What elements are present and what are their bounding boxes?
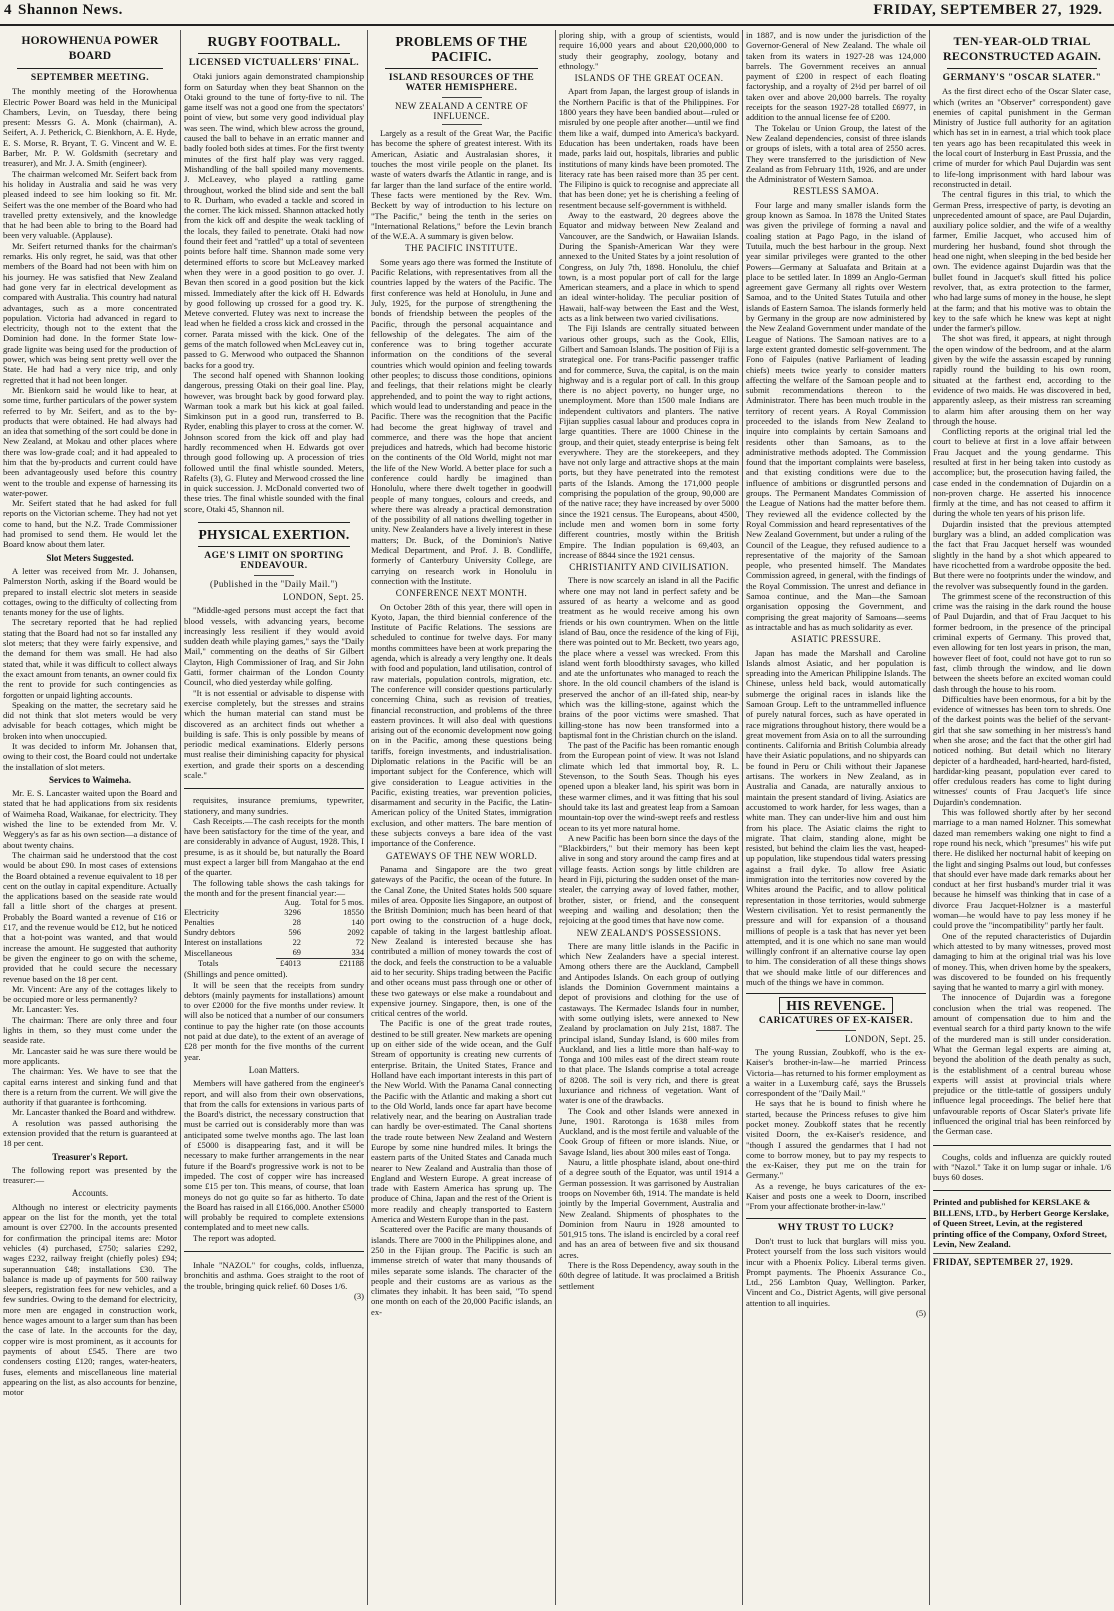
article-paragraph: Conflicting reports at the original trial led the court to believe at first in a love affair between Frau Jacquet and the young gendarme. This resulted at first in her being taken into custody as accomplice; but, the prosecution having failed, the case ended in the condemnation of Dujardin on a non-proven charge. He asserted his innocence firmly at the time, and has not ceased to affirm it during the whole ten years of his prison life. — [933, 426, 1111, 519]
article-paragraph: The innocence of Dujardin was a foregone conclusion when the trial was reopened. The amount of compensation due to him and the eventual search for a third party known to the wife of the murdered man is still under consideration. What the German legal experts are aiming at, beyond the abolition of the death penalty as such, is the establishment of a central bureau whose experts will assist at provincial trials where prejudice or the tittle-tattle of gossipers unduly influence legal proceedings. The belief here that unfavourable reports of Oscar Slater's private life influenced the original trial has been reinforced by the German case. — [933, 992, 1111, 1137]
table-cell: 72 — [355, 938, 364, 948]
article-paragraph: The past of the Pacific has been romantic enough from the European point of view. It was not Island climate which led that immortal boy, R. L. Stevenson, to the South Seas. Though his eyes opened upon a bleaker land, his spirit was born in these warmer climes, and it was fitting that his soul should take its last and greatest leap from a Samoan mountain-top over the wind-swept reefs and restless ocean to its yet more natural home. — [559, 740, 739, 833]
divider — [385, 68, 538, 69]
article-paragraph: The chairman: Yes. We have to see that the capital earns interest and sinking fund and that there is a return from the current. We will give the authority if that guarantee is forthcoming. — [3, 1066, 177, 1108]
table-note: (Shillings and pence omitted). — [184, 969, 288, 980]
issue-date: FRIDAY, SEPTEMBER 27, — [873, 2, 1062, 18]
article-paragraph: He says that he is bound to finish where he started, because the Princess refuses to give him pocket money. Zoubkoff states that he recently visited Doorn, the ex-Kaiser's residence, and "though I assured the gendarmes that I had not come to borrow money, but to pay my respects to the ex-Kaiser, they put me on the train for Germany." — [746, 1098, 926, 1181]
advert-number: (5) — [915, 1308, 926, 1319]
column-rugby — [181, 30, 367, 1605]
headline-rugby: RUGBY FOOTBALL. — [207, 34, 341, 49]
divider — [198, 53, 350, 54]
advert-number: (3) — [353, 1290, 364, 1301]
table-cell: 334 — [351, 948, 364, 958]
table-row — [184, 918, 364, 928]
masthead — [0, 0, 1114, 26]
article-paragraph: A new Pacific has been born since the days of the "Blackbirders," but their memory has been kept alive in song and story around the camp fires and at village feasts. Action songs by little children are heard in Fiji, picturing the sudden onset of the man-stealer, the carrying away of loved father, mother, brother, sister, or friend, and the consequent weeping and wailing and desolation; then the rejoicing at the good times that have now come. — [559, 832, 739, 926]
article-paragraph: Mr. Bienkorn said he would like to hear, at some time, further particulars of the power system referred to by Mr. Seifert, and as to the by-products that were obtained. He had always had an idea that something of the sort could be done in New Zealand, at Mokau and other places where there was low-grade coal; and it had appealed to him that the by-products and current could have been advantageously used before this country went to the trouble and expense of harnessing its water-power. — [3, 384, 177, 498]
subhead: AGE'S LIMIT ON SPORTING ENDEAVOUR. — [204, 551, 344, 572]
divider — [184, 1251, 364, 1252]
cash-table — [184, 898, 364, 969]
advertisement: Coughs, colds and influenza are quickly routed with "Nazol." Take it on lump sugar or inhale. 1/6 buys 60 doses. — [933, 1151, 1111, 1183]
article-paragraph: The Pacific is one of the great trade routes, destined to be still greater. New markets are opening up on either side of the wide ocean, and the Gulf Stream of opportunity is creating new currents of enterprise. Britain, the United States, France and Holland have each important interests in this part of the New World. With the Panama Canal connecting the Pacific with the Atlantic and making a short cut to the Old World, lands once far apart have become relatively near, and the bearing on Australian trade can hardly be over-estimated. The Canal shortens the trade route between New Zealand and Western Europe by some nine hundred miles. It brings the eastern parts of the United States and Canada much nearer to New Zealand and Australia than those of England and Western Europe. A great increase of trade with Eastern America has sprung up. The produce of China, Japan and the rest of the Orient is more readily and cheaply transported to Eastern America and Western Europe than in the past. — [371, 1018, 552, 1225]
article-paragraph: The following table shows the cash takings for the month and for the present financial year:— — [184, 877, 364, 898]
article-paragraph: A resolution was passed authorising the extension provided that the return is guaranteed at 18 per cent. — [3, 1117, 177, 1149]
article-paragraph: ploring ship, with a group of scientists, would require 16,000 years and about £20,000,000 to study their geography, zoology, botany and ethnology." — [559, 30, 739, 71]
divider — [933, 1145, 1111, 1146]
article-paragraph: in 1887, and is now under the jurisdiction of the Governor-General of New Zealand. The whale oil taken from its waters in 1927-28 was 124,000 barrels. The Government receives an annual payment of £200 in respect of each floating factoryship, and a royalty of 2½d per barrel of oil taken over and above 20,000 barrels. The royalty receipts for the season 1927-28 totalled £6977, in addition to the annual license fee of £200. — [746, 30, 926, 123]
table-cell: 140 — [351, 918, 364, 928]
article-paragraph: The secretary reported that he had replied stating that the Board had not so far installed any slot meters; that they were fairly expensive, and the demand for them was small. He had also stated that, while it was difficult to collect always the exact amount from tenants, an owner could fix the rent to provide for such contingencies as forgotten or unpaid lighting accounts. — [3, 617, 177, 700]
headline-trial: TEN-YEAR-OLD TRIAL RECONSTRUCTED AGAIN. — [942, 34, 1102, 63]
section-heading: Slot Meters Suggested. — [46, 552, 134, 563]
divider — [947, 68, 1097, 69]
article-paragraph: This was followed shortly after by her second marriage to a man named Holzner. This somewhat dazed man remembers waking one night to find a rope round his neck, which "presumes" his wife put there. He disliked her nocturnal habit of keeping on the light and singing Psalms out loud, but confesses that should ever have made dark remarks about her conduct at her first husband's murder trial it was because he himself was thinking that in case of a divorce Frau Jacquet-Holzner is a masterful woman—he would have to pay less money if he could prove the "incompatibility" partly her fault. — [933, 807, 1111, 931]
section-heading: NEW ZEALAND'S POSSESSIONS. — [576, 927, 722, 938]
article-paragraph: The shot was fired, it appears, at night through the open window of the bedroom, and at the alarm given by the wife the assassin escaped by running rapidly round the building to his own room, situated at the farthest end, according to the evidence of two maids. He was discovered in bed, apparently asleep, as their mistress ran screaming to alarm him after arousing them on her way through the house. — [933, 333, 1111, 426]
article-paragraph: "Middle-aged persons must accept the fact that blood vessels, with advancing years, become increasingly less resilient if they would avoid sudden death while playing games," says the "Daily Mail," commenting on the deaths of Sir Gilbert Clayton, High Commissioner of Iraq, and Sir John Gatti, former chairman of the London County Council, who died yesterday while golfing. — [184, 605, 364, 688]
article-paragraph: It will be seen that the receipts from sundry debtors (mainly payments for installations) amount to over £2000 for the five months under review. It will also be noticed that a number of our consumers continue to pay the higher rate (on those accounts not paid at due date), to the extent of an average of £28 per month for the five months of the current year. — [184, 979, 364, 1062]
article-paragraph: Largely as a result of the Great War, the Pacific has become the sphere of greatest interest. With its American, Asiatic and Australasian shores, it touches the most virile people on the planet. Its waste of waters dwarfs the Atlantic in range, and is far larger than the land surface of the entire world. These facts were mentioned by the Rev. Wm. Beckett by way of introduction to his lecture on "The Pacific," being the tenth in the series on "International Relations," before the Levin branch of the W.E.A. A summary is given below. — [371, 128, 552, 242]
advertisement: Don't trust to luck that burglars will miss you. Protect yourself from the loss such visitors would incur with a Phoenix Policy. Liberal terms given. Prompt payments. The Phoenix Assurance Co., Ltd., 256 Lambton Quay, Wellington. Parker, Vincent and Co., District Agents, will give personal attention to all inquiries. — [746, 1235, 926, 1308]
issue-year: 1929. — [1068, 2, 1102, 18]
table-cell: Sundry debtors — [184, 928, 235, 938]
section-heading: THE PACIFIC INSTITUTE. — [405, 243, 518, 254]
divider — [442, 124, 482, 125]
page-number: 4 — [4, 2, 12, 18]
table-header-row — [184, 898, 364, 908]
table-cell: 18550 — [343, 908, 364, 918]
article-paragraph: Scattered over the Pacific are many thousands of islands. There are 7000 in the Philippines alone, and 250 in the Fijian group. The Pacific is such an immense stretch of water that many thousands of miles separate some islands. The character of the people and their customs are as various as the climates they inhabit. It has been said, "To spend one month on each of the 20,000 Pacific islands, an ex- — [371, 1224, 552, 1317]
table-cell: Miscellaneous — [184, 948, 233, 958]
section-heading: Treasurer's Report. — [52, 1151, 128, 1162]
article-paragraph: The monthly meeting of the Horowhenua Electric Power Board was held in the Municipal Chambers, Levin, on Tuesday, there being present: Messrs G. A. Monk (chairman), A. Seifert, A. J. Petherick, C. Bienkhorn, A. E. Hyde, E. S. Morse, R. Bryant, T. G. Vincent and W. E. Barber, Mr. P. W. Goldsmith (secretary and treasurer), and Mr. J. A. Smith (engineer). — [3, 86, 177, 169]
article-paragraph: There are many little islands in the Pacific in which New Zealanders have a special interest. Among others there are the Auckland, Campbell and Antipodes Islands. On each group of outlying islands the Dominion Government maintains a depot of provisions and clothing for the use of castaways. The Kermadec Islands four in number, with some outlying islets, were annexed to New Zealand by proclamation on July 21st, 1887. The principal island, Sunday Island, is 600 miles from Auckland, and lies a little more than half-way to Tonga and 100 miles east of the direct steam route to that place. The Islands comprise a total acreage of 8208. The soil is very rich, and there is great luxuriance and richness of vegetation. Want of water is one of the drawbacks. — [559, 940, 739, 1106]
subhead: SEPTEMBER MEETING. — [30, 73, 150, 83]
article-paragraph: The second half opened with Shannon looking dangerous, pressing Otaki on their goal line. Play, however, was brought back by good forward play. Warman took a mark but his kick at goal failed. Simkinson put in a good run, transferred to B. Ryder, enabling this player to cross at the corner. W. Johnson scored from the kick off and play had hardly recommenced when H. Edwards got over through good following up. A procession of tries followed until the final whistle sounded. Meters, Rafelts (3), G. Flutey and Merwood crossed the line in quick succession. J. McDonald converted two of these tries. The final whistle sounded with the final score, Otaki 45, Shannon nil. — [184, 369, 364, 514]
table-cell: 22 — [292, 938, 301, 948]
article-paragraph: Nauru, a little phosphate island, about one-third of a degree south of the Equator, was until 1914 a German possession. It was garrisoned by Australian troops on November 6th, 1914. The mandate is held jointly by the Imperial Government, Australia and New Zealand. Shipments of phosphates to the Dominion from Nauru in 1928 amounted to 501,915 tons. The island is encircled by a coral reef and has an area of between five and six thousand acres. — [559, 1157, 739, 1260]
imprint-date: FRIDAY, SEPTEMBER 27, 1929. — [933, 1256, 1074, 1267]
article-paragraph: The report was adopted. — [193, 1232, 277, 1243]
article-paragraph: A letter was received from Mr. J. Johansen, Palmerston North, asking if the Board would be prepared to install electric slot meters in seaside cottages, owing to the difficulty of collecting from tenants money for the use of lights. — [3, 565, 177, 618]
article-paragraph: Mr. Seifert stated that he had asked for full reports on the Victorian scheme. They had not yet come to hand, but the N.Z. Trade Commissioner had promised to send them. He would let the Board know about them later. — [3, 498, 177, 550]
table-header: Aug. — [284, 898, 301, 908]
article-paragraph: The grimmest scene of the reconstruction of this crime was the raising in the dark round the house of Paul Dujardin, and that of Frau Jacquet to his former bedroom, in the presence of the principal criminal experts of Germany. This proved that, even allowing for ten lost years in prison, the man, however fleet of foot, could not have got to run so fast, climb through the window, and lie down between the sheets before an excited woman could dash through the house to his room. — [933, 590, 1111, 694]
subhead: CARICATURES OF EX-KAISER. — [758, 1016, 914, 1027]
article-paragraph: Dujardin insisted that the previous attempted burglary was a blind, an added complication was the fact that Frau Jacquet herself was wounded slightly in the hand by a shot which appeared to have ricochetted from a wardrobe opposite the bed. But there were no footprints under the window, and the revolver was subsequently found in the garden. — [933, 518, 1111, 591]
article-paragraph: The Cook and other Islands were annexed in June, 1901. Rarotonga is 1638 miles from Auckland, and is the most fertile and valuable of the Cook Group of fifteen or more islands. Niue, or Savage Island, lies about 300 miles east of Tonga. — [559, 1105, 739, 1157]
article-paragraph: Cash Receipts.—The cash receipts for the month have been satisfactory for the time of the year, and are considerably in advance of August, 1928. This, I presume, is as it should be, but naturally the Board must expect a larger bill from Mangahao at the end of the quarter. — [184, 815, 364, 878]
table-cell: 69 — [292, 948, 301, 958]
table-cell: 596 — [288, 928, 301, 938]
article-paragraph: One of the reputed characteristics of Dujardin which attested to by many witnesses, proved most damaging to him at the original trial was his love of money. This, when driven home by the speakers, was discovered to be founded on his frequently saying that he wanted to marry a girl with money. — [933, 930, 1111, 993]
article-paragraph: The Tokelau or Union Group, the latest of the New Zealand dependencies, consist of three islands or groups of islets, with a total area of 2550 acres. They were transferred to the jurisdiction of New Zealand as from February 11th, 1926, and are under the Administrator of Western Samoa. — [746, 122, 926, 185]
section-heading: CONFERENCE NEXT MONTH. — [395, 588, 528, 599]
article-paragraph: As the first direct echo of the Oscar Slater case, which (writes an "Observer" correspondent) gave enemies of capital punishment in the German Ministry of Justice full authority for an agitation which has set in in earnest, a trial which took place ten years ago has been recapitulated this week in the local court of Insterburg in East Prussia, and the crime of murder for which Paul Dujardin was sent to life-long imprisonment with hard labour was reconstructed in detail. — [933, 86, 1111, 189]
article-paragraph: The chairman welcomed Mr. Seifert back from his holiday in Australia and said he was very pleased indeed to see him looking so fit. Mr. Seifert was the one member of the Board who had travelled pretty extensively, and the knowledge that he had been able to bring to the Board had been very valuable. (Applause). — [3, 168, 177, 241]
article-paragraph: Mr. Lancaster thanked the Board and withdrew. — [12, 1107, 176, 1118]
article-paragraph: There is the Ross Dependency, away south in the 60th degree of latitude. It was proclaimed a British settlement — [559, 1260, 739, 1291]
section-heading: RESTLESS SAMOA. — [792, 186, 879, 197]
divider — [198, 546, 350, 547]
headline-pacific: PROBLEMS OF THE PACIFIC. — [395, 34, 528, 64]
subhead: GERMANY'S "OSCAR SLATER." — [942, 73, 1102, 83]
article-paragraph: Apart from Japan, the largest group of islands in the Northern Pacific is that of the Philippines. For 1800 years they have been bandied about—ruled or misruled by one people after another—until we find them like a waif, dumped into America's backyard. Education has been undertaken, roads have been made, parks laid out, hospitals, libraries and public institutions of many kinds have been promoted. The literacy rate has been raised more than 35 per cent. The Filipino is quick to recognise and appreciate all that has been done; yet he is cherishing a feeling of resentment because self-government is withheld. — [559, 86, 739, 210]
article-paragraph: The chairman: There are only three and four lights in them, so they must come under the seaside rate. — [3, 1014, 177, 1046]
table-cell: Interest on installations — [184, 938, 263, 948]
divider — [442, 97, 482, 98]
divider — [254, 575, 294, 576]
table-cell: 2092 — [347, 928, 364, 938]
printer-imprint: Printed and published for KERSLAKE & BILLENS, LTD., by Herbert George Kerslake, of Queen Street, Levin, at the registered printing office of the Company, Oxford Street, Levin, New Zealand. — [933, 1197, 1109, 1250]
paper-name: Shannon News. — [18, 2, 123, 18]
article-paragraph: Japan has made the Marshall and Caroline Islands almost Asiatic, and her population is spreading into the American Philippine Islands. The Chinese, unless held back, would automatically submerge the original races in islands like the Samoan Group. Left to the untrammelled influence of purely natural forces, such as have operated in race migrations throughout history, there would be a great movement from Asia on to all the surrounding continents. California and British Columbia already have their Asiatic populations, and no shipyards can be found in Peru or Chili without their Japanese artisans. The workers in New Zealand, as in Australia and Canada, are naturally anxious to maintain the present standard of living. Asiatics are accustomed to work harder, for less wages, than a white man. They can under-live him and oust him from his place. The Asiatic claims the right to migrate. That claim, standing alone, might be resisted, but behind the claim lies the vast, heaped-up population, like stupendous tidal waters pressing against a frail dyke. To allow free Asiatic immigration into the territories now covered by the Whites around the Pacific, and to allow political representation in those territories, would submerge Western civilisation. Yet to resist permanently the pressure and will for expansion of a thousand millions of people is a task that has never yet been attempted, and it is one which no sane man would willingly confront if an alternative course lay open to him. The consideration of all these things shows that we should make little of our differences and much of the things we have in common. — [746, 647, 926, 988]
article-paragraph: Away to the eastward, 20 degrees above the Equator and midway between New Zealand and Vancouver, are the Sandwich, or Hawaiian Islands. During the Spanish-American War they were annexed to the United States by a joint resolution of Congress, on July 7th, 1898. Honolulu, the chief town, is a most popular port of call for the large American steamers, and a place in which to spend an ideal winter-holiday. The peculiar position of Hawaii, half-way between the East and the West, acts as a link between two varied civilisations. — [559, 210, 739, 324]
article-paragraph: It was decided to inform Mr. Johansen that, owing to their cost, the Board could not undertake the installation of slot meters. — [3, 741, 177, 772]
column-power-board — [0, 30, 180, 1605]
article-paragraph: Otaki juniors again demonstrated championship form on Saturday when they beat Shannon on the Otaki ground to the tune of forty-five to nil. The game itself was not a good one from the spectators' point of view, but some very good individual play was seen. The wind, which blew across the ground, caused the ball to behave in an erratic manner and badly fooled both sides at times. For the first twenty minutes of the first half play was very ragged. Mishandling of the ball spoiled many movements. J. McLeavey, who played a rattling game throughout, worked the blind side and sent the ball to R. Durham, who evaded a tackle and scored in the corner. The kick missed. Shannon attacked hotly from the kick off and despite the weak tackling of the locals, they failed to penetrate. Otaki had now found their feet and "rattled" up a total of seventeen points before half time. Shannon made some very determined efforts to score but McLeavey marked when they were in a good position to go over. J. Bevan then scored in a good position but the kick missed. Immediately after the kick off H. Edwards by good following up crossed for a good try. K. Meteve converted. Flutey was next to increase the lead when he fielded a cross kick and crossed in the corner. Parata missed with the kick. One of the gems of the match followed when McLeavey cut in, passed to G. Merwood who outpaced the Shannon backs for a good try. — [184, 71, 364, 370]
section-heading: Loan Matters. — [248, 1064, 300, 1075]
article-paragraph: Mr. E. S. Lancaster waited upon the Board and stated that he had applications from six residents of Waimeha Road, Waikanae, for electricity. They wished the line to be extended from Mr. V. Weggery's as far as his own section—a distance of about twenty chains. — [3, 788, 177, 850]
section-heading: ASIATIC PRESSURE. — [790, 634, 882, 645]
table-row — [184, 948, 364, 959]
headline-power-board: HOROWHENUA POWER BOARD — [21, 35, 159, 62]
divider — [933, 1190, 1111, 1191]
article-paragraph: requisites, insurance premiums, typewriter, stationery, and many sundries. — [184, 795, 364, 816]
article-paragraph: Four large and many smaller islands form the group known as Samoa. In 1878 the United States was given the privilege of forming a naval and coaling station at Pago Pago, in the island of Tutuila, much the best harbour in the group. Next year similar privileges were granted to the other Powers—Germany at Saluafata and Britain at a place to be settled later. In 1899 an Anglo-German agreement gave Germany all rights over Western Samoa, and to the United States Tutuila and other islands of Eastern Samoa. The islands formerly held by Germany in the group are now administered by the New Zealand Government under mandate of the League of Nations. The Samoan natives are to a large extent granted domestic self-government. The Fono of Faipules (native Parliament of leading chiefs) meets twice yearly to consider matters affecting the welfare of the Samoan people and to submit recommendations thereon to the Administrator. There has been much trouble in the territory of recent years. A Royal Commission proceeded to the islands from New Zealand to inquire into complaints by certain Samoans and residents other than Samoans, as to the administrative methods adopted. The Commission found that the important complaints were baseless, and that existing conditions were due to the influence of ambitions or disgruntled persons and groups. The Permanent Mandates Commission of the League of Nations had the matter before them. They reviewed all the evidence collected by the Royal Commission and heard representatives of the New Zealand Government, but under a ruling of the Council of the League, they refused audience to a representative of the majority of the Samoan people, who presented himself. The Mandates Commission agreed, in general, with the findings of the Royal Commission. The unrest and defiance in Samoa continue, and the Man—the Samoan organisation opposing the Government, and comprising the great majority of Samoans—seems as intractable and has as much solidarity as ever. — [746, 199, 926, 632]
section-heading: Services to Waimeha. — [48, 774, 132, 785]
table-cell: £21188 — [301, 959, 364, 970]
article-paragraph: Speaking on the matter, the secretary said he did not think that slot meters would be very advisable for beach cottages, which might be broken into when unoccupied. — [3, 699, 177, 741]
table-cell: 28 — [292, 918, 301, 928]
table-row — [184, 908, 364, 918]
column-pacific-end — [743, 30, 929, 1605]
advert-heading: WHY TRUST TO LUCK? — [777, 1222, 895, 1233]
article-paragraph: Difficulties have been enormous, for a bit by the evidence of witnesses has been torn to shreds. One of the darkest points was the belief of the servant-girl that she saw something in her mistress's hand when she arose; and the fact that the other girl had noticed nothing. But detail which no literary depicter of a hardheaded, hard-hearted, hard-fisted, hardidar-king peasant, population ever cared to offer credulous readers has come to light during witnesses' counts of Frau Jacquet's life since Dujardin's condemnation. — [933, 693, 1111, 807]
section-heading: ISLANDS OF THE GREAT OCEAN. — [574, 73, 724, 84]
section-heading: CHRISTIANITY AND CIVILISATION. — [569, 562, 729, 573]
article-paragraph: There is now scarcely an island in all the Pacific where one may not land in perfect safety and be assured of as hearty a welcome and as good treatment as he would receive among his own friends or his own countrymen. When on the little island of Bau, once the residence of the king of Fiji, there was pointed out to Mr. Beckett, two years ago, the place where a vessel was wrecked. From this island went forth bloodthirsty savages, who killed and ate the unfortunates who managed to reach the shore. In the old council chambers of the island is preserved the anchor of an ill-fated ship, near-by which was the killing-stone, against which the brains of the poor victims were smashed. That killing-stone has now been transformed into a baptismal font in the Christian church on the island. — [559, 575, 739, 740]
article-paragraph: The chairman said he understood that the cost would be about £90. In most cases of extensions the Board obtained a revenue equivalent to 18 per cent on the outlay in capital expenditure. Actually the applications based on the seaside rate would fall a little short of the charges at present. Probably the Board wanted a revenue of £16 or £17, and the revenue would be £12, but he noticed that a hot-point was wanted, and that would increase the amount. He suggested that authority be given the engineer to go on with the scheme, provided that he could secure the necessary revenue based on the 18 per cent. — [3, 849, 177, 984]
article-paragraph: Members will have gathered from the engineer's report, and will also from their own observations, that from the calls for extensions in various parts of the Board's district, the necessary construction that must be carried out is considerably more than was anticipated some twelve months ago. The last loan of £5000 is disappearing fast, and it will be necessary to make further arrangements in the near future if the Board's progressive work is not to be impeded. The cost of copper wire has increased some £15 per ton. This means, of course, that loan moneys do not go quite so far as hitherto. To date the Board has raised in all £166,000. Another £5000 will probably be required to complete extensions contemplated and to meet new calls. — [184, 1078, 364, 1233]
table-cell — [184, 898, 276, 908]
column-trial — [930, 30, 1114, 1605]
table-cell: Totals — [198, 959, 219, 969]
section-heading: Accounts. — [71, 1188, 109, 1199]
table-row — [184, 928, 364, 938]
divider — [933, 1253, 1111, 1254]
article-paragraph: The following report was presented by the treasurer:— — [3, 1164, 177, 1186]
article-paragraph: As a revenge, he buys caricatures of the ex-Kaiser and posts one a week to Doorn, inscribed "From your affectionate brother-in-law." — [746, 1180, 926, 1212]
divider — [746, 1218, 926, 1219]
column-pacific-continued — [556, 30, 742, 1605]
article-paragraph: Panama and Singapore are the two great gateways of the Pacific, the ocean of the future. In the Canal Zone, the United States holds 500 square miles of area. Opposite lies Singapore, an outpost of the British Dominion; much has been heard of that port owing to the construction of a huge dock, capable of taking in the largest battleship afloat. New Zealand is interested because she has contributed a million of money towards the cost of the dock, and feels the construction to be a valuable aid to her security. Ships trading between the Pacific and other oceans must pass through one or other of these two gateways or else make a roundabout and expensive journey. Singapore, then, is one of the critical centres of the world. — [371, 863, 552, 1019]
section-heading: GATEWAYS OF THE NEW WORLD. — [385, 850, 538, 861]
divider — [746, 993, 926, 994]
headline-revenge-text: HIS REVENGE. — [779, 997, 892, 1014]
article-paragraph: Mr. Seifert returned thanks for the chairman's remarks. His only regret, he said, was that other members of the Board had not been with him on his journey. He was satisfied that New Zealand had gone very far in electrical development as compared with Australia. This country had natural advantages, such as a more concentrated population. Victoria had advanced in regard to electricity, though not to the extent that the Dominion had done. In the former State low-grade lignite was being used for the production of power, which was being sent pretty well over the State. He had had a very nice trip, and only regretted that it had not been longer. — [3, 240, 177, 385]
article-paragraph: Mr. Lancaster said he was sure there would be more applicants. — [3, 1045, 177, 1066]
article-paragraph: Mr. Vincent: Are any of the cottages likely to be occupied more or less permanently? — [3, 983, 177, 1005]
article-paragraph: "It is not essential or advisable to dispense with exercise completely, but the stresses and strains which the human material can stand must be discovered as an architect finds out whether a building is safe. This is only possible by means of periodic medical examinations. Elderly persons must realise their diminishing capacity for physical exertion, and grade their sports on a descending scale." — [184, 687, 364, 780]
column-pacific — [368, 30, 555, 1605]
table-cell: £4013 — [276, 959, 301, 970]
table-header: Total for 5 mos. — [310, 898, 364, 908]
dateline: LONDON, Sept. 25. — [844, 1033, 926, 1044]
table-total-row — [184, 959, 364, 970]
subhead: LICENSED VICTUALLERS' FINAL. — [188, 58, 360, 68]
source-line: (Published in the "Daily Mail.") — [210, 578, 338, 589]
table-cell: Electricity — [184, 908, 219, 918]
divider — [816, 1030, 856, 1031]
table-row — [184, 938, 364, 948]
divider — [184, 788, 364, 789]
subhead: NEW ZEALAND A CENTRE OF INFLUENCE. — [394, 100, 529, 121]
article-paragraph: Some years ago there was formed the Institute of Pacific Relations, with representatives from all the countries lapped by the waters of the Pacific. The first conference was held at Honolulu, in June and July, 1925, for the purpose of strengthening the bonds of friendship between the peoples of the Pacific, through the personal acquaintance and fellowship of the delegates. The aim of the conference was to bring together accurate information on the conditions of the several countries which would opinion and feeling towards other peoples; to discuss those conditions, opinions and feelings, that their relations might be clearly apprehended, and to point the way to right actions, which would lead to understanding and peace in the Pacific. There was the recognition that the Pacific had become the great highway of travel and commerce, and there was the hope that ancient prejudices and hatreds, which had become historic on the continents of the Old World, might not mar the life of the New World. A better place for such a conference could hardly be imagined than Honolulu, where there dwelt together in goodwill people of many tongues, colours and creeds, and where there was already a practical demonstration of the possibility of all nations dwelling together in unity. New Zealanders have a lively interest in these matters; Dr. Buck, of the Dominion's Native Medical Department, and Prof. J. B. Condliffe, formerly of Canterbury University College, are carrying on research work in Honolulu in connection with the Institute. — [371, 256, 552, 586]
divider — [198, 522, 350, 523]
table-cell: 3296 — [284, 908, 301, 918]
article-paragraph: Mr. Lancaster: Yes. — [12, 1004, 79, 1015]
table-cell: Penalties — [184, 918, 215, 928]
subhead: ISLAND RESOURCES OF THE WATER HEMISPHERE. — [388, 73, 535, 94]
article-paragraph: Although no interest or electricity payments appear on the list for the month, yet the total amount is over £2700. In the accounts presented for confirmation the principal items are: Motor vehicles (4) purchased, £750; salaries £292, wages £232, railway freight (chiefly poles) £94; superannuation £48; installations £30. The balance is made up of payments for 500 railway sleepers, registration fees for new vehicles, and a few sundries. Owing to the demand for electricity, more men are engaged in construction work, hence wages amount to a larger sum than has been the case of late. In the accounts for the day, copper wire is most prominent, as it accounts for payments of about £545. There are two condensers costing £120; ranges, water-heaters, fuses, elements and miscellaneous line material appearing on the list, as also accounts for benzine, motor — [3, 1201, 177, 1398]
article-paragraph: The young Russian, Zoubkoff, who is the ex-Kaiser's brother-in-law—he married Princess Victoria—has returned to his former employment as a waiter in a Luxemburg café, says the Brussels correspondent of the "Daily Mail." — [746, 1046, 926, 1099]
article-paragraph: The central figures in this trial, to which the German Press, irrespective of party, is devoting an unprecedented amount of space, are Paul Dujardin, auxiliary police soldier, and the wife of a wealthy farmer, Emilie Jacquet, who accused him of murdering her husband, found shot through the head one night, when sleeping in the bed beside her own. The evidence against Dujardin was that the bullet found in Jacquet's skull fitted his police revolver, that, as extra protection to the farmer, who had large sums of money in the house, he slept at the farm; and that his motive was to obtain the key to the safe which he knew was kept at night under the farmer's pillow. — [933, 189, 1111, 334]
headline-revenge — [746, 998, 926, 1013]
article-paragraph: The Fiji Islands are centrally situated between various other groups, such as the Cook, Ellis, Gilbert and Samoan Islands. The position of Fiji is a strategical one. For trans-Pacific passenger traffic and for commerce, Suva, the capital, is on the main highway and is a regular port of call. In this group there is no abject poverty, no hunger urge, no unemployment. More than 1500 male Indians are independent cultivators and planters. The native Fijian supplies casual labour and produces copra in large quantities. There are 1000 Chinese in the group, and their quiet, steady enterprise is being felt everywhere. They are the storekeepers, and they have not only large and attractive shops at the main ports, but they have penetrated into the remotest parts of the Islands. Among the 171,000 people comprising the population of the group, 90,000 are of the native race; they have increased by over 5000 since the 1921 census. The Europeans, about 4500, include men and women born in some forty different countries, mostly within the British Empire. The Indian population is 69,403, an increase of 8844 since the 1921 census. — [559, 323, 739, 560]
advertisement: Inhale "NAZOL" for coughs, colds, influenza, bronchitis and asthma. Goes straight to the root of the trouble, bringing quick relief. 60 Doses 1/6. — [184, 1259, 364, 1291]
dateline: LONDON, Sept. 25. — [282, 591, 364, 602]
headline-physical: PHYSICAL EXERTION. — [198, 527, 350, 543]
divider — [17, 68, 163, 69]
article-paragraph: On October 28th of this year, there will open in Kyoto, Japan, the third biennial conference of the Institute of Pacific Relations. The sessions are scheduled to continue for twelve days. For many months committees have been at work preparing the agenda, which is already a very lengthy one. It deals with food and population, land utilisation, control of raw materials, population controls, migration, etc. The conference will consider questions particularly concerning China, such as revision of treaties, financial reconstruction, and problems of the three eastern provinces. It will also deal with questions arising out of the economic development now going on in the Pacific, among these questions being tariffs, foreign investments, and industrialisation. Diplomatic relations in the Pacific will be an important subject for the Conference, which will give consideration to League activities in the Pacific, existing treaties, war prevention policies, disarmament and security in the Pacific, the Latin-American policy of the United States, immigration exclusion, and other matters. The bare mention of these subjects conveys a bare idea of the vast importance of the Conference. — [371, 601, 552, 849]
